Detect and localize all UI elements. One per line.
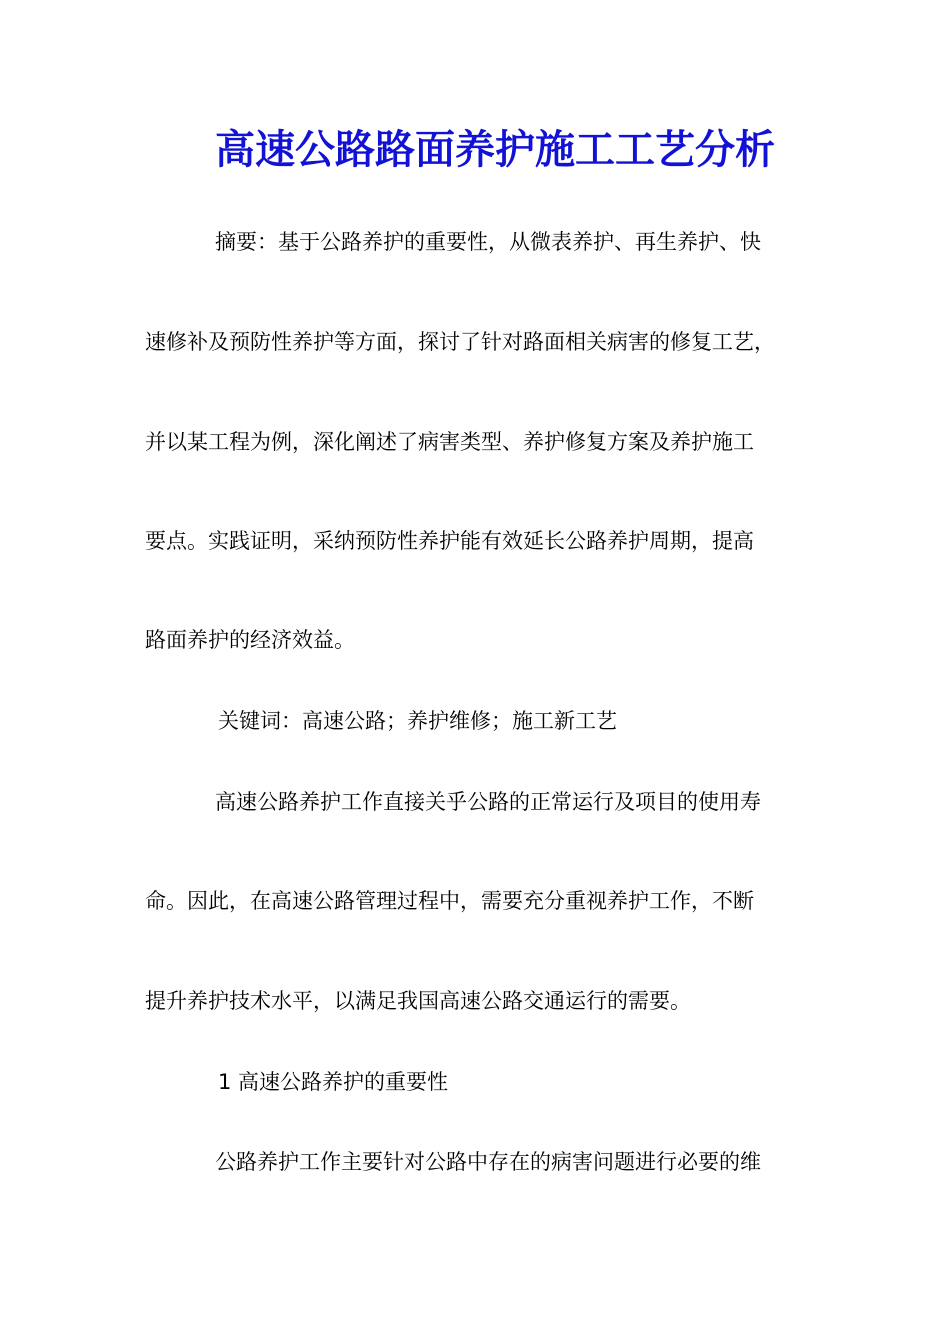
- document-title: 高速公路路面养护施工工艺分析: [215, 126, 775, 173]
- abstract-line-4: 要点。实践证明，采纳预防性养护能有效延长公路养护周期，提高: [145, 529, 754, 553]
- section-heading-1: 1 高速公路养护的重要性: [218, 1070, 449, 1094]
- intro-line-1: 高速公路养护工作直接关乎公路的正常运行及项目的使用寿: [215, 790, 761, 814]
- abstract-line-2: 速修补及预防性养护等方面，探讨了针对路面相关病害的修复工艺，: [145, 330, 775, 354]
- intro-line-3: 提升养护技术水平，以满足我国高速公路交通运行的需要。: [145, 989, 691, 1013]
- abstract-line-5: 路面养护的经济效益。: [145, 628, 355, 652]
- abstract-line-1: 摘要：基于公路养护的重要性，从微表养护、再生养护、快: [215, 230, 761, 254]
- section-1-line-1: 公路养护工作主要针对公路中存在的病害问题进行必要的维: [215, 1150, 761, 1174]
- abstract-line-3: 并以某工程为例，深化阐述了病害类型、养护修复方案及养护施工: [145, 430, 754, 454]
- keywords-line: 关键词：高速公路；养护维修；施工新工艺: [218, 709, 617, 733]
- intro-line-2: 命。因此，在高速公路管理过程中，需要充分重视养护工作，不断: [145, 889, 754, 913]
